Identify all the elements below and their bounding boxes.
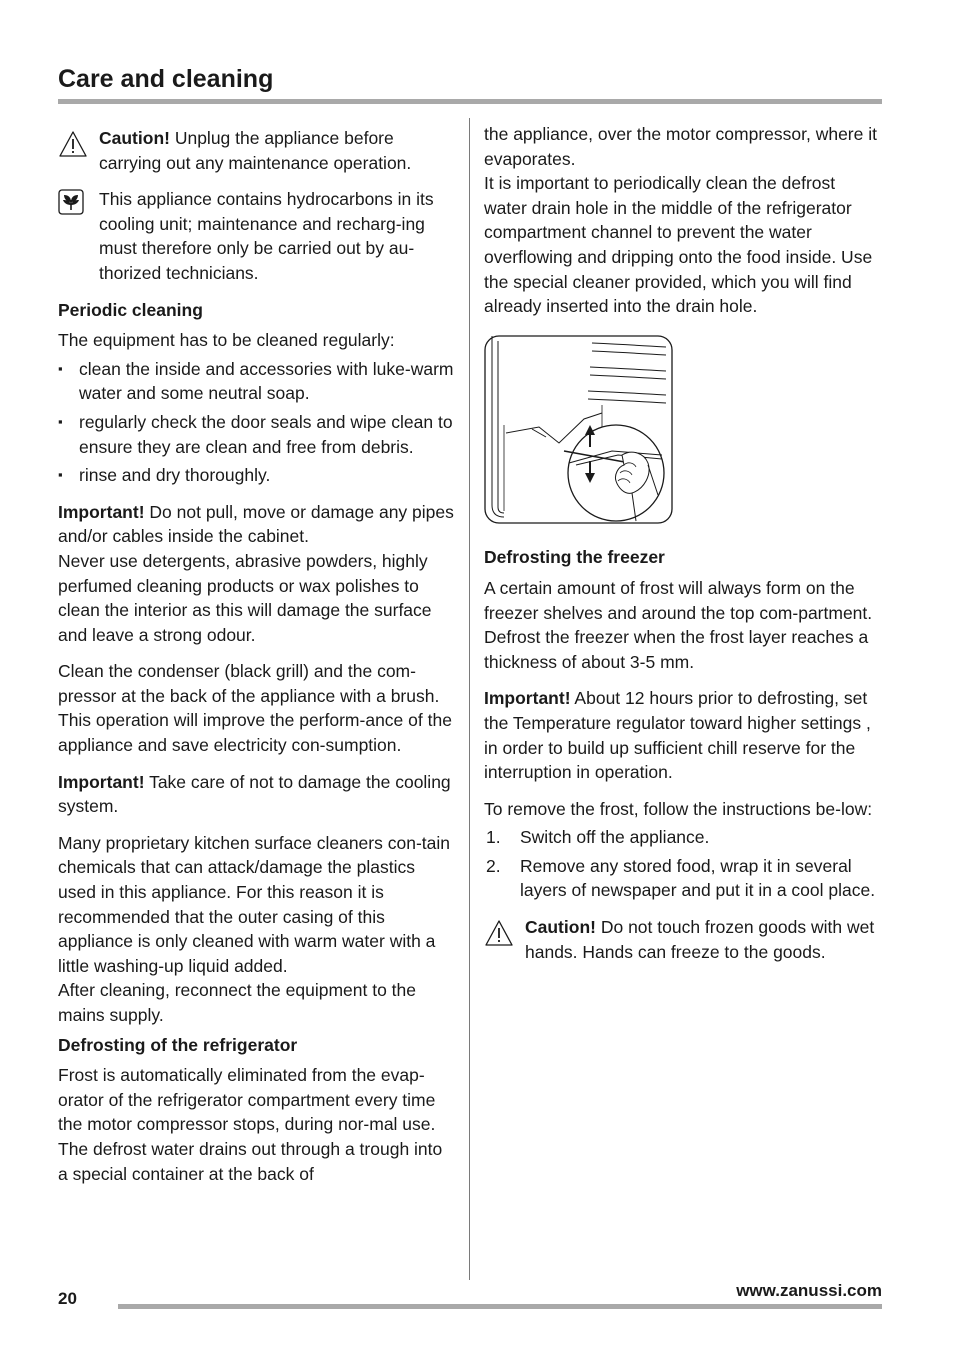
defrost-when-text: Defrost the freezer when the frost layer reaches a thickness of about 3-5 mm. xyxy=(484,627,869,672)
column-divider xyxy=(469,118,470,1280)
periodic-intro: The equipment has to be cleaned regularly: xyxy=(58,330,395,351)
list-item: ▪ rinse and dry thoroughly. xyxy=(58,463,454,488)
title-rule xyxy=(58,99,882,104)
defrost-refrigerator-heading: Defrosting of the refrigerator xyxy=(58,1034,298,1055)
bullet-mark: ▪ xyxy=(58,467,63,483)
important-pipes: Important! Do not pull, move or damage any pipes and/or cables inside the cabinet. xyxy=(58,501,454,547)
cleaners-text: Many proprietary kitchen surface cleaners con-tain chemicals that can attack/damage the plastics used in this appliance. For this reason it is recommended that the outer casing of this appliance is only cleaned with warm water with a little washing-up liquid added. xyxy=(58,832,450,976)
hydrocarbon-text: This appliance contains hydrocarbons in its cooling unit; maintenance and recharg-ing must therefore only be carried out by au-thorized technicians. xyxy=(99,189,434,283)
caution-note-2 xyxy=(484,915,882,964)
condenser-text: Clean the condenser (black grill) and the com-pressor at the back of the appliance with a brush. This operation will improve the perform-ance of the appliance and save electricity con-sumption. xyxy=(58,661,452,756)
periodic-cleaning-heading: Periodic cleaning xyxy=(58,299,203,320)
warning-triangle-icon xyxy=(58,130,88,158)
page-title: Care and cleaning xyxy=(58,65,274,93)
defrost-refrigerator-text: Frost is automatically eliminated from the evap-orator of the refrigerator compartment every time the motor compressor stops, during nor-mal use. The defrost water drains out through a trough into a special container at the back of xyxy=(58,1065,443,1184)
caution-note xyxy=(58,126,454,175)
page-number: 20 xyxy=(58,1289,77,1308)
caution-text: Unplug the appliance before carrying out any maintenance operation. xyxy=(99,128,412,173)
list-item: 1. Switch off the appliance. xyxy=(486,827,710,848)
never-use-text: Never use detergents, abrasive powders, highly perfumed cleaning products or wax polishes to clean the interior as this will damage the surface and leave a strong odour. xyxy=(58,550,432,645)
drain-hole-cleaning-illustration xyxy=(484,335,673,524)
caution-label: Caution! xyxy=(99,128,170,148)
left-column xyxy=(58,126,454,1186)
continued-text: the appliance, over the motor compressor, where it evaporates. xyxy=(484,124,877,169)
hydrocarbon-note xyxy=(58,187,454,285)
bullet-mark: ▪ xyxy=(58,360,63,376)
after-cleaning-text: After cleaning, reconnect the equipment to the mains supply. xyxy=(58,980,417,1025)
environment-plant-icon xyxy=(58,189,84,215)
footer-rule xyxy=(118,1304,882,1309)
website-url: www.zanussi.com xyxy=(736,1281,882,1300)
cleaning-list xyxy=(58,357,454,488)
important-regulator: Important! About 12 hours prior to defrosting, set the Temperature regulator toward higher settings , in order to build up sufficient chill reserve for the interruption in operation. xyxy=(484,688,871,783)
frost-text: A certain amount of frost will always form on the freezer shelves and around the top com-partment. xyxy=(484,577,873,623)
caution-label: Caution! xyxy=(525,917,596,938)
caution-text: Do not touch frozen goods with wet hands. Hands can freeze to the goods. xyxy=(525,917,875,962)
list-item: ▪ regularly check the door seals and wipe clean to ensure they are clean and free from debris. xyxy=(58,411,453,457)
steps-list xyxy=(484,825,882,903)
defrost-freezer-heading: Defrosting the freezer xyxy=(484,547,665,568)
warning-triangle-icon xyxy=(484,919,514,947)
bullet-mark: ▪ xyxy=(58,413,63,429)
drain-hole-text: It is important to periodically clean the defrost water drain hole in the middle of the refrigerator compartment channel to prevent the water overflowing and dripping onto the food inside. Use the special cleaner provided, which you will find already inserted into the drain hole. xyxy=(484,173,873,317)
right-column xyxy=(484,122,882,964)
list-item: ▪ clean the inside and accessories with luke-warm water and some neutral soap. xyxy=(58,358,454,404)
remove-intro: To remove the frost, follow the instructions be-low: xyxy=(484,798,873,819)
important-cooling: Important! Take care of not to damage the cooling system. xyxy=(58,771,451,817)
list-item: 2. Remove any stored food, wrap it in several layers of newspaper and put it in a cool place. xyxy=(486,855,876,901)
